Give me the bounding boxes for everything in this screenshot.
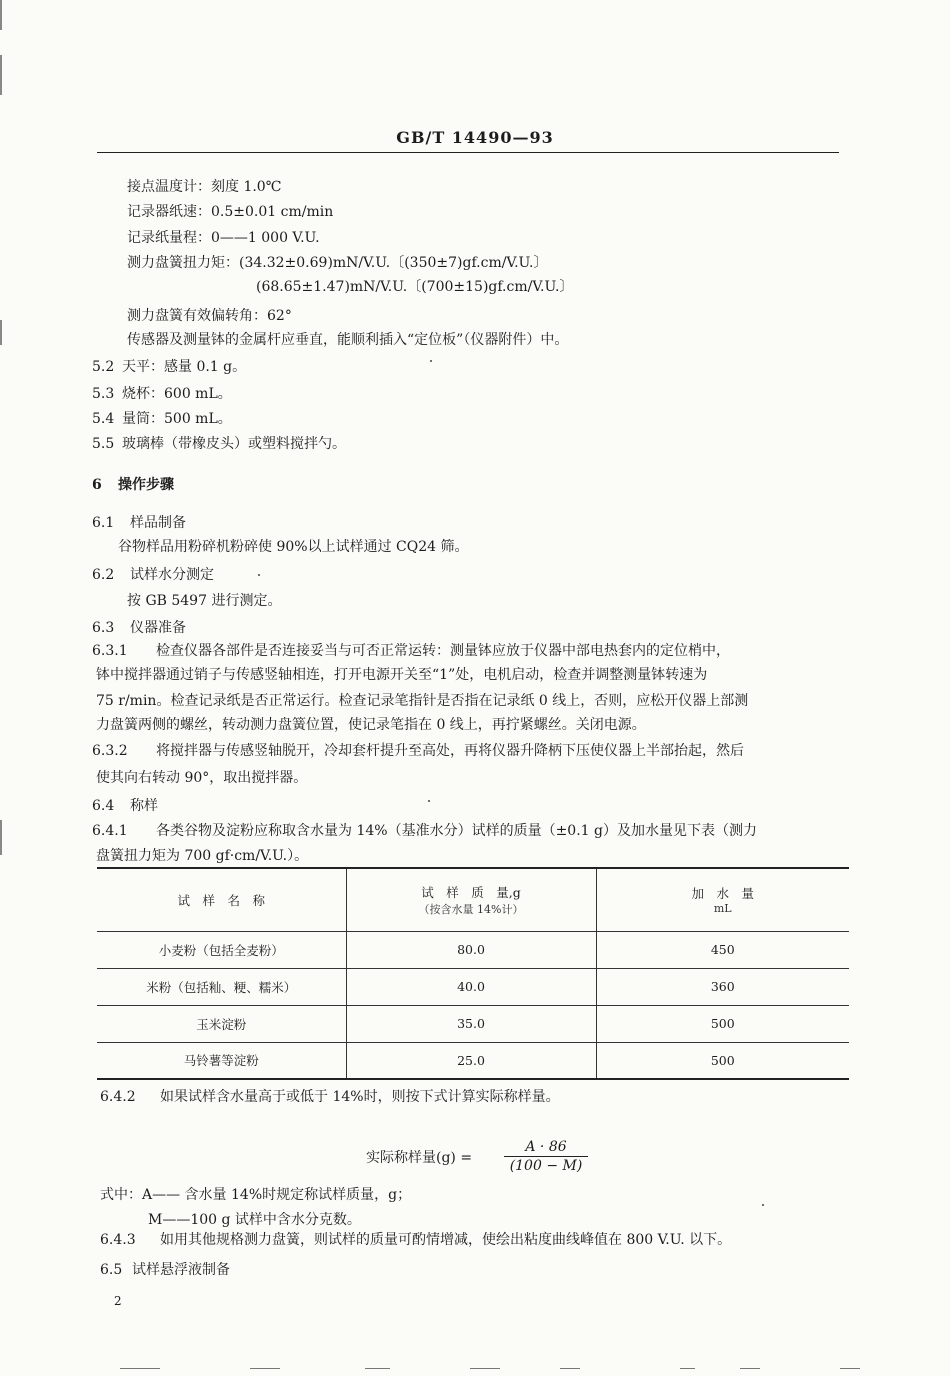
scan-dash (740, 1368, 760, 1369)
scan-speck (762, 1204, 764, 1206)
formula-fraction (504, 1138, 588, 1175)
table-header-sample-name (97, 868, 346, 931)
clause-6-4-1-line: 盘簧扭力矩为 700 gf·cm/V.U.）。 (96, 848, 309, 864)
cell-water-added: 500 (596, 1005, 849, 1042)
scan-dash (560, 1368, 580, 1369)
clause-number: 5.3 (92, 386, 115, 402)
spec-line: 接点温度计：刻度 1.0℃ (127, 179, 282, 195)
formula-denominator: (100 − M) (509, 1158, 583, 1174)
clause-number: 6.3.1 (92, 643, 128, 659)
spec-line: (68.65±1.47)mN/V.U.〔(700±15)gf.cm/V.U.〕 (256, 279, 574, 295)
clause-5-5 (92, 433, 346, 455)
scan-dash (365, 1368, 390, 1369)
clause-text: 玻璃棒（带橡皮头）或塑料搅拌勺。 (122, 436, 346, 452)
clause-5-3 (92, 383, 232, 405)
scan-edge-mark (0, 0, 2, 30)
scan-dash (120, 1368, 160, 1369)
scan-dash (470, 1368, 500, 1369)
header-label: 试 样 质 量,g (421, 884, 521, 900)
clause-number: 6.4.2 (100, 1089, 136, 1105)
scan-edge-mark (0, 320, 2, 345)
cell-sample-name: 小麦粉（包括全麦粉） (158, 942, 284, 958)
where-a-text: A—— 含水量 14%时规定称试样质量，g； (142, 1187, 412, 1203)
clause-6-1-title (92, 512, 186, 534)
clause-number: 6.4.3 (100, 1232, 136, 1248)
cell-sample-mass: 25.0 (346, 1042, 596, 1079)
table-header-water-added (596, 868, 849, 931)
spec-line: 测力盘簧扭力矩：(34.32±0.69)mN/V.U.〔(350±7)gf.cm/V.U.〕 (127, 255, 548, 271)
scan-dash (250, 1368, 280, 1369)
spec-line: 测力盘簧有效偏转角：62° (127, 308, 292, 324)
table-header-row (97, 868, 849, 931)
cell-water-added: 500 (596, 1042, 849, 1079)
cell-sample-name: 米粉（包括籼、粳、糯米） (146, 979, 297, 995)
spec-line: 记录器纸速：0.5±0.01 cm/min (127, 204, 334, 220)
clause-number: 5.5 (92, 436, 115, 452)
clause-6-3-1-line: 75 r/min。检查记录纸是否正常运行。检查记录笔指针是否指在记录纸 0 线上，否则，应松开仪器上部测 (96, 693, 749, 709)
cell-sample-mass: 35.0 (346, 1005, 596, 1042)
formula-where-m: M——100 g 试样中含水分克数。 (148, 1212, 361, 1228)
clause-title: 称样 (130, 798, 158, 814)
table-row (97, 968, 849, 1005)
cell-water-added: 360 (596, 968, 849, 1005)
clause-6-3-1-line: 力盘簧两侧的螺丝，转动测力盘簧位置，使记录笔指在 0 线上，再拧紧螺丝。关闭电源。 (96, 717, 646, 733)
clause-number: 5.2 (92, 359, 115, 375)
header-sublabel: （按含水量 14%计） (418, 902, 524, 916)
clause-number: 6.5 (100, 1262, 123, 1278)
header-rule (97, 152, 839, 153)
clause-text: 各类谷物及淀粉应称取含水量为 14%（基准水分）试样的质量（±0.1 g）及加水量见下表（测力 (156, 823, 757, 839)
clause-6-4-2 (100, 1086, 560, 1108)
clause-text: 量筒：500 mL。 (122, 411, 232, 427)
scan-speck (430, 360, 432, 362)
clause-number: 6.3.2 (92, 743, 128, 759)
table-row (97, 1005, 849, 1042)
table-row (97, 931, 849, 968)
header-label: 加 水 量 (691, 886, 754, 902)
clause-6-3-1-line: 钵中搅拌器通过销子与传感竖轴相连，打开电源开关至“1”处，电机启动，检查并调整测量钵转速为 (96, 667, 708, 683)
scan-dash (680, 1368, 695, 1369)
clause-6-4-title (92, 795, 158, 817)
clause-text: 烧杯：600 mL。 (122, 386, 232, 402)
section-number: 6 (92, 477, 102, 493)
clause-text: 将搅拌器与传感竖轴脱开，冷却套杆提升至高处，再将仪器升降柄下压使仪器上半部抬起，然后 (156, 743, 744, 759)
table-header-sample-mass (346, 868, 596, 931)
clause-text: 检查仪器各部件是否连接妥当与可否正常运转：测量钵应放于仪器中部电热套内的定位梢中， (156, 643, 730, 659)
page-number: 2 (114, 1294, 122, 1308)
clause-text: 如用其他规格测力盘簧，则试样的质量可酌情增减，使绘出粘度曲线峰值在 800 V.U. 以下。 (160, 1232, 732, 1248)
formula-lhs: 实际称样量(g) = (366, 1150, 473, 1166)
spec-line: 传感器及测量钵的金属杆应垂直，能顺利插入“定位板”（仪器附件）中。 (127, 332, 569, 348)
clause-6-4-3 (100, 1229, 731, 1251)
header-label: 试 样 名 称 (177, 892, 265, 908)
clause-6-3-title (92, 617, 186, 639)
cell-sample-mass: 80.0 (346, 931, 596, 968)
clause-number: 6.1 (92, 515, 115, 531)
cell-sample-name: 马铃薯等淀粉 (183, 1053, 259, 1069)
clause-number: 6.3 (92, 620, 115, 636)
clause-number: 6.2 (92, 567, 115, 583)
table-row (97, 1042, 849, 1079)
cell-sample-mass: 40.0 (346, 968, 596, 1005)
section-6-heading (92, 474, 174, 496)
formula-numerator: A · 86 (504, 1138, 588, 1157)
clause-6-3-2-line: 使其向右转动 90°，取出搅拌器。 (96, 770, 308, 786)
clause-text: 如果试样含水量高于或低于 14%时，则按下式计算实际称样量。 (160, 1089, 560, 1105)
sample-mass-table (97, 867, 849, 1080)
clause-number: 5.4 (92, 411, 115, 427)
formula-where-a (100, 1184, 411, 1206)
scan-edge-mark (0, 55, 2, 95)
clause-title: 试样水分测定 (130, 567, 214, 583)
header-sublabel: mL (713, 902, 732, 916)
clause-title: 仪器准备 (130, 620, 186, 636)
scan-edge-mark (0, 820, 2, 855)
cell-sample-name: 玉米淀粉 (196, 1016, 247, 1032)
spec-line: 记录纸量程：0——1 000 V.U. (127, 230, 320, 246)
clause-title: 样品制备 (130, 515, 186, 531)
clause-5-2 (92, 356, 246, 378)
section-title: 操作步骤 (118, 477, 174, 493)
scan-speck (258, 574, 260, 576)
clause-text: 天平：感量 0.1 g。 (122, 359, 247, 375)
clause-5-4 (92, 408, 232, 430)
clause-6-2-body: 按 GB 5497 进行测定。 (127, 593, 282, 609)
clause-number: 6.4 (92, 798, 115, 814)
standard-code-header: GB/T 14490—93 (396, 128, 554, 147)
clause-number: 6.4.1 (92, 823, 128, 839)
clause-title: 试样悬浮液制备 (132, 1262, 230, 1278)
where-label: 式中： (100, 1187, 142, 1203)
clause-6-4-1-line (92, 820, 757, 842)
clause-6-1-body: 谷物样品用粉碎机粉碎使 90%以上试样通过 CQ24 筛。 (118, 539, 469, 555)
clause-6-3-1-line (92, 640, 730, 662)
scan-speck (428, 800, 430, 802)
cell-water-added: 450 (596, 931, 849, 968)
clause-6-5-title (100, 1259, 230, 1281)
scan-dash (840, 1368, 860, 1369)
clause-6-2-title (92, 564, 214, 586)
clause-6-3-2-line (92, 740, 744, 762)
